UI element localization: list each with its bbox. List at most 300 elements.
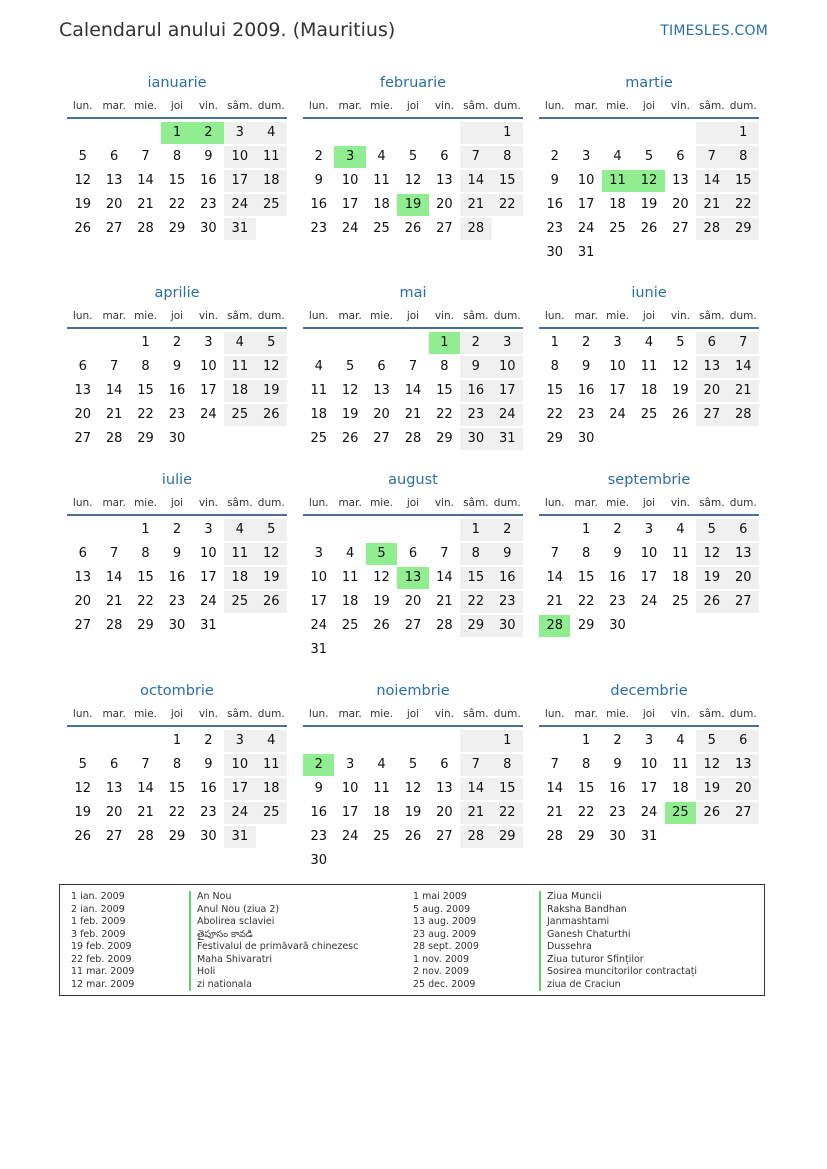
day-cell: 6 [728, 519, 759, 541]
day-cell: 4 [256, 122, 287, 144]
weekday-label: lun. [72, 497, 93, 509]
holiday-name: Festivalul de primăvară chinezesc [189, 941, 358, 954]
day-cell: 31 [224, 826, 255, 848]
day-cell: 20 [404, 594, 422, 609]
day-cell: 8 [141, 359, 150, 374]
weekday-label: lun. [544, 708, 565, 720]
day-cell: 13 [436, 173, 453, 188]
day-cell: 31 [224, 218, 255, 240]
month-mai [303, 282, 523, 451]
day-empty [334, 519, 365, 541]
month-iunie [539, 282, 759, 451]
day-cell: 3 [644, 733, 654, 748]
day-cell-holiday: 25 [665, 802, 696, 824]
day-cell: 18 [609, 197, 626, 212]
day-cell: 12 [373, 570, 390, 585]
day-cell: 1 [460, 519, 491, 541]
day-cell-holiday: 11 [602, 170, 633, 192]
weekday-label: mar. [574, 708, 598, 720]
day-cell: 24 [200, 407, 217, 422]
day-empty [334, 730, 365, 752]
day-cell: 24 [640, 805, 658, 820]
day-grid [303, 729, 523, 873]
day-cell: 29 [577, 829, 595, 844]
day-cell: 25 [310, 431, 327, 446]
weekday-label: vin. [198, 497, 218, 509]
day-empty [539, 122, 570, 144]
month-title: august [388, 472, 438, 488]
day-cell: 10 [200, 546, 217, 561]
day-cell: 5 [78, 149, 87, 164]
day-cell: 12 [341, 383, 359, 398]
day-cell: 9 [204, 149, 213, 164]
weekday-header [67, 493, 287, 513]
day-cell-holiday: 1 [161, 122, 192, 144]
weekday-header [539, 704, 759, 724]
day-cell: 29 [577, 618, 595, 633]
day-cell: 18 [672, 570, 689, 585]
weekday-label: joi [642, 310, 656, 322]
day-cell: 11 [640, 359, 658, 374]
weekday-label: dum. [257, 497, 285, 509]
day-cell: 31 [310, 642, 327, 657]
weekday-label: vin. [670, 100, 690, 112]
weekday-label: lun. [72, 708, 93, 720]
day-cell: 31 [200, 618, 217, 633]
month-title: martie [625, 75, 673, 91]
day-cell: 20 [436, 197, 453, 212]
month-title: ianuarie [147, 75, 207, 91]
weekday-label: lun. [544, 497, 565, 509]
weekday-label: mie. [134, 708, 158, 720]
day-cell: 22 [168, 805, 186, 820]
day-cell: 21 [460, 802, 491, 824]
weekday-label: dum. [729, 310, 757, 322]
day-cell: 18 [373, 805, 390, 820]
day-cell: 6 [728, 730, 759, 752]
day-cell: 23 [200, 805, 217, 820]
day-cell: 13 [105, 173, 123, 188]
day-cell: 24 [224, 802, 255, 824]
day-cell: 9 [492, 543, 523, 565]
day-empty [366, 332, 397, 354]
weekday-label: joi [406, 310, 420, 322]
day-cell: 25 [640, 407, 658, 422]
day-cell: 22 [577, 594, 595, 609]
day-cell: 1 [550, 335, 559, 350]
weekday-label: lun. [308, 310, 329, 322]
day-cell: 5 [256, 519, 287, 541]
day-cell: 2 [550, 149, 559, 164]
day-cell: 14 [105, 383, 123, 398]
day-cell: 9 [550, 173, 559, 188]
day-cell: 13 [728, 543, 759, 565]
weekday-label: vin. [434, 708, 454, 720]
day-cell: 24 [310, 618, 327, 633]
day-cell: 19 [640, 197, 658, 212]
holiday-name: Maha Shivaratri [189, 954, 358, 967]
day-cell: 18 [310, 407, 327, 422]
weekday-label: dum. [257, 310, 285, 322]
day-cell: 23 [168, 407, 186, 422]
day-cell: 27 [672, 221, 689, 236]
weekday-label: vin. [670, 497, 690, 509]
day-cell: 14 [546, 570, 563, 585]
day-cell: 13 [105, 781, 123, 796]
day-cell: 19 [341, 407, 359, 422]
day-cell: 5 [408, 757, 418, 772]
weekday-label: vin. [434, 497, 454, 509]
day-cell: 14 [696, 170, 727, 192]
month-divider [67, 514, 287, 516]
day-cell: 25 [224, 591, 255, 613]
weekday-label: mar. [102, 100, 126, 112]
day-cell: 19 [696, 567, 727, 589]
holiday-date: 1 ian. 2009 [71, 891, 125, 902]
day-cell: 29 [728, 218, 759, 240]
weekday-label: dum. [493, 100, 521, 112]
month-ianuarie [67, 72, 287, 241]
day-cell: 9 [460, 356, 491, 378]
day-cell: 21 [436, 594, 453, 609]
day-empty [130, 730, 161, 752]
day-cell: 2 [172, 522, 182, 537]
day-cell: 13 [436, 781, 453, 796]
day-cell: 31 [577, 245, 595, 260]
day-cell: 22 [436, 407, 453, 422]
day-cell: 24 [224, 194, 255, 216]
month-divider [67, 327, 287, 329]
holiday-date: 2 nov. 2009 [413, 966, 469, 977]
day-cell: 2 [613, 522, 622, 537]
day-cell: 28 [105, 431, 123, 446]
weekday-header [303, 306, 523, 326]
day-cell: 10 [609, 359, 626, 374]
day-cell: 3 [644, 522, 654, 537]
day-cell: 22 [492, 802, 523, 824]
holiday-name: Dussehra [539, 941, 697, 954]
weekday-label: joi [170, 100, 184, 112]
day-cell: 7 [109, 359, 119, 374]
day-cell: 20 [105, 197, 123, 212]
weekday-header [539, 306, 759, 326]
day-cell: 20 [672, 197, 689, 212]
day-cell: 27 [696, 404, 727, 426]
weekday-label: mar. [574, 497, 598, 509]
day-cell: 23 [168, 594, 186, 609]
day-cell: 28 [404, 431, 422, 446]
weekday-label: dum. [493, 708, 521, 720]
day-cell: 7 [408, 359, 418, 374]
day-cell: 10 [640, 546, 658, 561]
day-cell: 7 [460, 146, 491, 168]
day-cell: 30 [577, 431, 595, 446]
weekday-label: mie. [606, 708, 630, 720]
weekday-label: joi [170, 497, 184, 509]
day-cell: 23 [577, 407, 595, 422]
day-cell: 28 [696, 218, 727, 240]
month-divider [539, 117, 759, 119]
day-empty [397, 332, 428, 354]
day-empty [98, 519, 129, 541]
day-cell: 5 [78, 757, 87, 772]
day-cell: 26 [74, 829, 91, 844]
holiday-dates-left [71, 891, 134, 991]
day-cell: 20 [696, 380, 727, 402]
day-cell: 8 [440, 359, 449, 374]
weekday-label: dum. [729, 100, 757, 112]
day-cell: 20 [728, 567, 759, 589]
day-cell: 24 [200, 594, 217, 609]
holiday-date: 12 mar. 2009 [71, 978, 135, 990]
weekday-label: dum. [729, 708, 757, 720]
day-cell: 1 [728, 122, 759, 144]
weekday-label: sâm. [699, 708, 725, 720]
day-cell: 29 [460, 615, 491, 637]
weekday-label: joi [406, 100, 420, 112]
day-cell: 22 [460, 591, 491, 613]
day-empty [303, 519, 334, 541]
weekday-label: sâm. [699, 100, 725, 112]
day-cell: 1 [581, 733, 591, 748]
day-cell: 29 [492, 826, 523, 848]
day-cell: 16 [200, 781, 217, 796]
weekday-label: joi [406, 708, 420, 720]
day-cell: 18 [256, 170, 287, 192]
day-empty [429, 122, 460, 144]
day-cell: 6 [78, 546, 87, 561]
holiday-date: 19 feb. 2009 [71, 941, 132, 952]
day-cell: 12 [74, 173, 91, 188]
weekday-label: vin. [198, 708, 218, 720]
day-cell: 16 [609, 781, 626, 796]
holiday-names-right [539, 891, 697, 991]
holiday-name: Abolirea sclaviei [189, 916, 358, 929]
day-cell: 11 [672, 757, 689, 772]
day-empty [429, 730, 460, 752]
weekday-label: dum. [729, 497, 757, 509]
day-cell: 27 [728, 591, 759, 613]
day-cell: 19 [696, 778, 727, 800]
day-cell: 7 [550, 546, 559, 561]
holiday-name: zi nationala [189, 979, 358, 992]
day-cell: 23 [609, 594, 626, 609]
day-cell: 4 [377, 149, 386, 164]
month-title: mai [399, 285, 427, 301]
day-cell: 14 [105, 570, 123, 585]
weekday-label: sâm. [699, 310, 725, 322]
day-cell: 13 [373, 383, 390, 398]
weekday-label: lun. [72, 100, 93, 112]
day-empty [633, 122, 664, 144]
day-cell: 20 [436, 805, 453, 820]
day-cell: 22 [546, 407, 563, 422]
day-cell: 12 [256, 543, 287, 565]
day-empty [303, 122, 334, 144]
day-cell: 24 [577, 221, 595, 236]
day-cell: 19 [256, 380, 287, 402]
day-cell: 27 [105, 221, 123, 236]
day-cell: 8 [728, 146, 759, 168]
day-cell: 30 [609, 829, 626, 844]
day-cell: 17 [341, 805, 359, 820]
day-cell: 28 [460, 826, 491, 848]
weekday-label: sâm. [227, 497, 253, 509]
day-cell: 16 [460, 380, 491, 402]
day-cell-holiday: 13 [397, 567, 428, 589]
day-cell: 2 [314, 149, 323, 164]
month-divider [67, 117, 287, 119]
day-cell: 26 [341, 431, 359, 446]
day-cell: 30 [546, 245, 563, 260]
day-cell: 21 [546, 805, 563, 820]
day-cell-holiday: 2 [303, 754, 334, 776]
day-cell: 22 [577, 805, 595, 820]
month-title: noiembrie [376, 683, 450, 699]
weekday-label: mar. [102, 497, 126, 509]
day-cell: 27 [74, 431, 91, 446]
day-cell: 29 [546, 431, 563, 446]
month-title: septembrie [607, 472, 691, 488]
weekday-label: joi [642, 497, 656, 509]
day-cell: 18 [640, 383, 658, 398]
holiday-name: Sosirea muncitorilor contractați [539, 966, 697, 979]
day-cell: 7 [141, 757, 150, 772]
day-grid [67, 729, 287, 849]
day-empty [460, 730, 491, 752]
day-cell-holiday: 1 [429, 332, 460, 354]
day-cell: 7 [696, 146, 727, 168]
day-cell: 3 [224, 122, 255, 144]
day-cell-holiday: 3 [334, 146, 365, 168]
holiday-date: 1 feb. 2009 [71, 916, 126, 927]
day-cell: 1 [581, 522, 591, 537]
day-grid [539, 331, 759, 451]
holiday-date: 1 mai 2009 [413, 891, 467, 902]
day-empty [366, 519, 397, 541]
day-cell: 11 [373, 173, 390, 188]
day-cell: 7 [550, 757, 559, 772]
day-cell: 26 [404, 221, 422, 236]
day-empty [334, 332, 365, 354]
holiday-date: 3 feb. 2009 [71, 928, 126, 940]
day-cell: 8 [172, 149, 182, 164]
day-cell: 1 [141, 522, 150, 537]
weekday-label: mar. [338, 100, 362, 112]
day-cell: 31 [492, 428, 523, 450]
weekday-label: sâm. [463, 100, 489, 112]
day-cell: 25 [672, 594, 689, 609]
day-cell: 6 [676, 149, 685, 164]
day-cell: 24 [492, 404, 523, 426]
day-cell: 20 [728, 778, 759, 800]
weekday-label: sâm. [463, 497, 489, 509]
day-empty [366, 122, 397, 144]
day-cell: 23 [460, 404, 491, 426]
month-octombrie [67, 680, 287, 849]
weekday-label: mar. [338, 708, 362, 720]
month-title: aprilie [154, 285, 200, 301]
day-cell: 30 [310, 853, 327, 868]
day-cell: 14 [460, 170, 491, 192]
day-cell: 16 [577, 383, 595, 398]
day-cell: 10 [640, 757, 658, 772]
day-cell: 18 [256, 778, 287, 800]
day-cell: 13 [74, 383, 91, 398]
day-cell: 4 [644, 335, 654, 350]
day-cell: 11 [341, 570, 359, 585]
day-empty [460, 122, 491, 144]
holiday-date: 11 mar. 2009 [71, 966, 135, 977]
holiday-name: Anul Nou (ziua 2) [189, 904, 358, 917]
day-cell: 6 [440, 149, 449, 164]
weekday-label: vin. [198, 100, 218, 112]
weekday-label: dum. [493, 310, 521, 322]
day-empty [665, 122, 696, 144]
day-cell: 23 [609, 805, 626, 820]
day-cell: 27 [105, 829, 123, 844]
day-cell: 15 [436, 383, 453, 398]
month-divider [303, 327, 523, 329]
day-cell: 19 [74, 197, 91, 212]
weekday-label: mie. [370, 497, 394, 509]
brand-link[interactable]: TIMESLES.COM [660, 23, 768, 39]
day-empty [539, 730, 570, 752]
day-cell: 21 [105, 407, 123, 422]
day-cell: 15 [577, 570, 595, 585]
day-empty [98, 332, 129, 354]
day-cell: 15 [546, 383, 563, 398]
day-cell: 8 [460, 543, 491, 565]
weekday-label: joi [170, 310, 184, 322]
weekday-label: lun. [308, 497, 329, 509]
day-cell: 26 [373, 618, 390, 633]
day-cell: 26 [696, 591, 727, 613]
month-divider [303, 514, 523, 516]
day-cell: 2 [492, 519, 523, 541]
weekday-label: sâm. [463, 310, 489, 322]
day-cell: 25 [224, 404, 255, 426]
day-cell: 25 [373, 221, 390, 236]
day-cell: 15 [492, 170, 523, 192]
day-cell-holiday: 19 [397, 194, 428, 216]
day-cell: 30 [200, 221, 217, 236]
day-cell-holiday: 1 [492, 122, 523, 144]
day-cell: 19 [672, 383, 689, 398]
day-cell: 9 [172, 546, 182, 561]
weekday-header [303, 493, 523, 513]
month-divider [539, 725, 759, 727]
day-cell: 17 [341, 197, 359, 212]
day-cell-holiday: 28 [539, 615, 570, 637]
weekday-header [303, 96, 523, 116]
day-cell: 29 [168, 829, 186, 844]
day-empty [67, 730, 98, 752]
day-cell: 17 [609, 383, 626, 398]
day-cell: 3 [314, 546, 323, 561]
day-cell: 21 [460, 194, 491, 216]
day-cell: 3 [204, 522, 213, 537]
day-cell: 6 [109, 757, 119, 772]
day-cell-holiday: 1 [492, 730, 523, 752]
weekday-label: lun. [544, 310, 565, 322]
holiday-date: 1 nov. 2009 [413, 953, 469, 965]
day-empty [303, 332, 334, 354]
day-cell: 27 [404, 618, 422, 633]
day-cell: 24 [341, 829, 359, 844]
weekday-label: sâm. [463, 708, 489, 720]
day-cell: 30 [168, 618, 186, 633]
